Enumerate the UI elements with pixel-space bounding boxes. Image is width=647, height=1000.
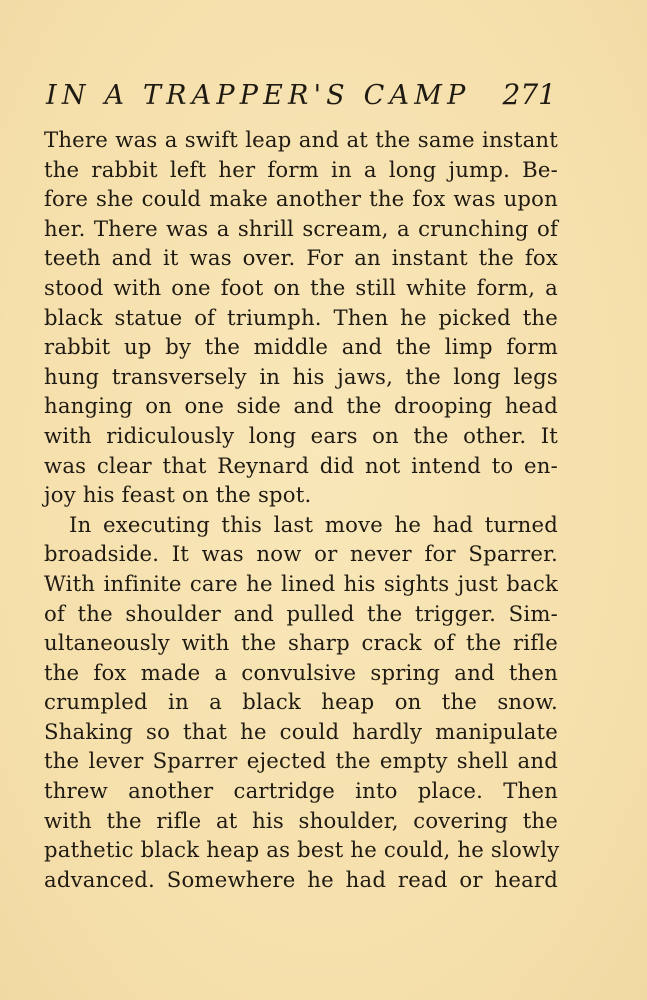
text-line: fore she could make another the fox was upon	[44, 186, 558, 212]
text-line: the lever Sparrer ejected the empty shell and	[44, 748, 558, 774]
text-line: with ridiculously long ears on the other. It	[44, 422, 558, 448]
text-line: Shaking so that he could hardly manipulate	[44, 718, 558, 744]
text-line: ultaneously with the sharp crack of the rifle	[44, 630, 558, 656]
text-line: the fox made a convulsive spring and then	[44, 659, 558, 685]
text-line: was clear that Reynard did not intend to en-	[44, 452, 558, 478]
text-line: stood with one foot on the still white form, a	[44, 274, 558, 300]
body-text	[44, 125, 558, 894]
text-line: of the shoulder and pulled the trigger. Sim-	[44, 600, 558, 626]
running-title: IN A TRAPPER'S CAMP	[46, 80, 471, 111]
text-line: rabbit up by the middle and the limp form	[44, 334, 558, 360]
text-line: advanced. Somewhere he had read or heard	[44, 866, 558, 892]
text-line: her. There was a shrill scream, a crunching of	[44, 215, 558, 241]
text-line: with the rifle at his shoulder, covering the	[44, 807, 558, 833]
text-line: crumpled in a black heap on the snow.	[44, 689, 558, 715]
text-line: the rabbit left her form in a long jump. Be-	[44, 156, 558, 182]
text-line: threw another cartridge into place. Then	[44, 778, 558, 804]
text-line: hung transversely in his jaws, the long legs	[44, 363, 558, 389]
text-line: pathetic black heap as best he could, he slowly	[44, 837, 560, 863]
paragraph	[44, 510, 558, 895]
paragraph	[44, 125, 558, 510]
page-number: 271	[502, 78, 556, 111]
running-head	[46, 78, 556, 112]
text-line: black statue of triumph. Then he picked the	[44, 304, 558, 330]
text-line: In executing this last move he had turned	[69, 511, 558, 537]
text-line: hanging on one side and the drooping head	[44, 393, 558, 419]
text-line: With infinite care he lined his sights just back	[44, 570, 558, 596]
text-line: joy his feast on the spot.	[44, 482, 312, 508]
text-line: teeth and it was over. For an instant the fox	[44, 245, 558, 271]
text-line: broadside. It was now or never for Sparrer.	[44, 541, 558, 567]
text-line: There was a swift leap and at the same instant	[44, 127, 558, 152]
